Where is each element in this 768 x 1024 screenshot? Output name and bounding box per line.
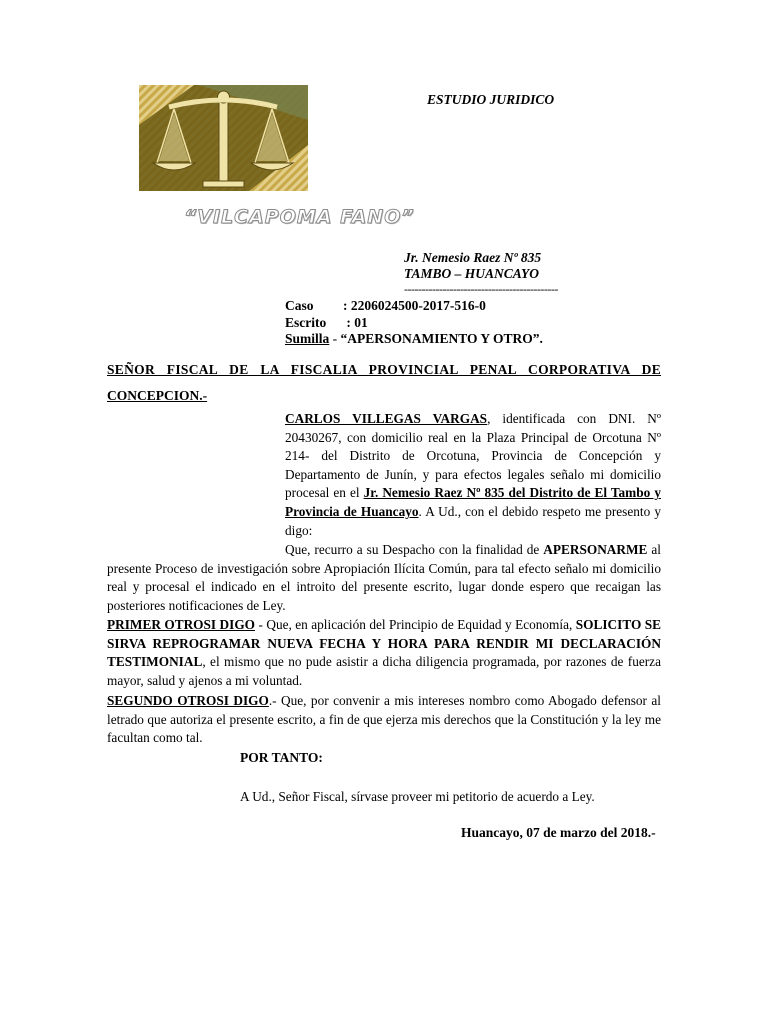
escrito-row [285, 315, 368, 331]
addressee-line-2: CONCEPCION.- [107, 388, 208, 403]
segundo-otrosi-paragraph [107, 692, 661, 748]
escrito-label: Escrito [285, 315, 327, 330]
body-highlight: APERSONARME [543, 542, 648, 557]
addressee-line-1: SEÑOR FISCAL DE LA FISCALIA PROVINCIAL PENAL CORPORATIVA DE [107, 362, 661, 377]
procedural-domicile: Jr. Nemesio Raez Nº 835 del Distrito de El Tambo y Provincia de Huancayo [285, 485, 662, 519]
sumilla-separator: - [329, 331, 341, 346]
primer-otrosi-lead: - Que, en aplicación del Principio de Equidad y Economía, [255, 617, 576, 632]
primer-otrosi-rest: , el mismo que no pude asistir a dicha diligencia programada, por razones de fuerza mayor, salud y ajenos a mi voluntad. [107, 654, 661, 688]
date-line: Huancayo, 07 de marzo del 2018.- [461, 825, 656, 840]
intro-text-2: . A Ud., con el debido respeto me presento y digo: [285, 503, 661, 538]
case-number-row [285, 298, 486, 314]
case-value: : 2206024500-2017-516-0 [343, 298, 486, 313]
body-rest: al presente Proceso de investigación sobre Apropiación Ilícita Común, para tal efecto señalo mi domicilio real y procesal el indicado en el introito del presente escrito, lugar donde espero que recaigan las posteriores notificaciones de Ley. [107, 542, 661, 613]
por-tanto-heading: POR TANTO: [240, 750, 323, 765]
case-label: Caso [285, 298, 314, 313]
primer-otrosi-label: PRIMER OTROSI DIGO [107, 617, 256, 632]
primer-otrosi-paragraph [107, 616, 661, 690]
address-line-1: Jr. Nemesio Raez Nº 835 [404, 250, 542, 265]
firm-name: “VILCAPOMA FANO” [184, 206, 415, 228]
segundo-otrosi-text: .- Que, por convenir a mis intereses nombro como Abogado defensor al letrado que autoriza el presente escrito, a fin de que ejerza mis derechos que la Constitución y la ley me facultan como tal. [107, 693, 661, 746]
petition-line: A Ud., Señor Fiscal, sírvase proveer mi petitorio de acuerdo a Ley. [240, 789, 595, 804]
scales-of-justice-logo [139, 85, 308, 191]
petitioner-name: CARLOS VILLEGAS VARGAS [285, 411, 488, 426]
header-separator: -------------------------------------------- [404, 282, 558, 296]
sumilla-label: Sumilla [285, 331, 330, 346]
scales-of-justice-icon [139, 85, 308, 191]
segundo-otrosi-label: SEGUNDO OTROSI DIGO [107, 693, 269, 708]
sumilla-row [285, 331, 543, 347]
escrito-value: : 01 [343, 315, 368, 330]
intro-text-1: , identificada con DNI. Nº 20430267, con domicilio real en la Plaza Principal de Orcotuna Nº 214- del Distrito de Orcotuna, Provincia de Concepción y Departamento de Junín, y para efectos legales señalo mi domicilio procesal en el [285, 411, 661, 501]
intro-paragraph [285, 410, 661, 540]
body-lead: Que, recurro a su Despacho con la finalidad de [285, 542, 544, 557]
body-paragraph [107, 541, 661, 615]
primer-otrosi-request: SOLICITO SE SIRVA REPROGRAMAR NUEVA FECHA Y HORA PARA RENDIR MI DECLARACIÓN TESTIMONIAL [107, 617, 662, 670]
address-line-2: TAMBO – HUANCAYO [404, 266, 540, 281]
sumilla-value: “APERSONAMIENTO Y OTRO”. [340, 331, 543, 346]
firm-title: ESTUDIO JURIDICO [427, 92, 555, 107]
